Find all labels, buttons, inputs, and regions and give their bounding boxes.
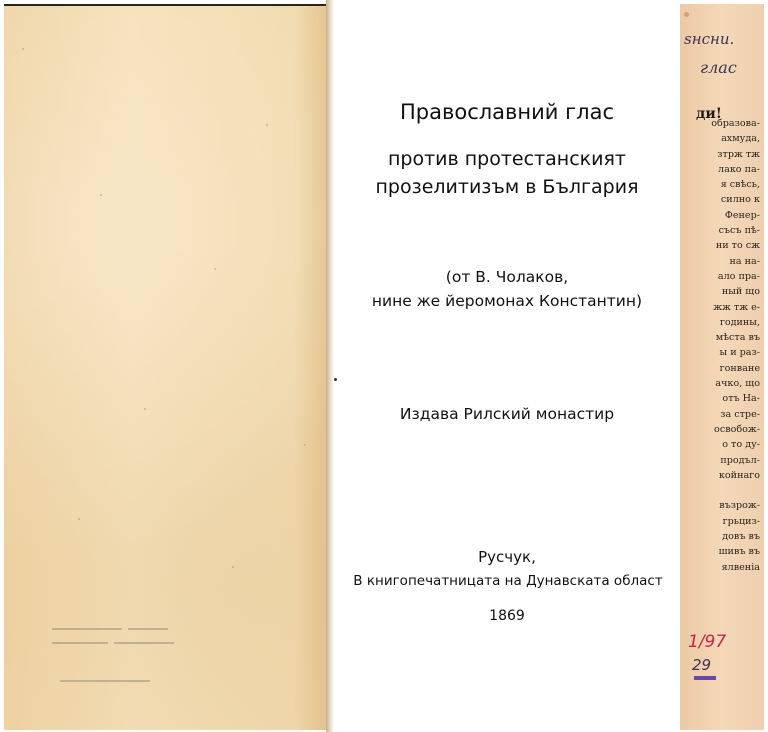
- clipping-line: възрож-: [719, 500, 760, 512]
- clipping-line: годины,: [719, 316, 760, 328]
- clipping-line: шивъ въ: [718, 546, 760, 558]
- clipping-line: отъ На-: [722, 393, 760, 405]
- publication-year: 1869: [489, 608, 525, 624]
- book-subtitle-line1: против протестанският: [388, 148, 626, 170]
- ink-mark: [694, 676, 716, 680]
- newspaper-clipping: [680, 4, 764, 730]
- clipping-line: освобож-: [714, 423, 760, 435]
- clipping-line: гонване: [719, 362, 760, 374]
- author-line1: (от В. Чолаков,: [445, 268, 569, 286]
- clipping-line: о то ду-: [722, 439, 760, 451]
- clipping-line: ялвеніа: [721, 561, 760, 573]
- page-gutter: [326, 0, 334, 732]
- clipping-line: [680, 483, 760, 498]
- clipping-line: за стре-: [720, 408, 760, 420]
- clipping-line: я свѣсь,: [720, 179, 760, 191]
- ink-blot: [684, 12, 689, 17]
- clipping-line: жж тж е-: [713, 301, 760, 313]
- clipping-line: ный що: [721, 286, 760, 298]
- clipping-headline: ди!: [696, 106, 722, 122]
- clipping-line: лако па-: [718, 163, 760, 175]
- inventory-number-secondary: 29: [692, 656, 712, 674]
- clipping-line: Фенер-: [724, 209, 760, 221]
- clipping-line: ачко, що: [715, 378, 760, 390]
- handwritten-note-top: ѕнсни.: [684, 30, 735, 48]
- clipping-line: зтрж тж: [717, 148, 760, 160]
- clipping-line: мѣста въ: [715, 332, 760, 344]
- publication-city: Русчук,: [478, 548, 536, 566]
- book-title: Православний глас: [400, 100, 614, 124]
- clipping-line: продъл-: [720, 454, 760, 466]
- handwritten-note-second: глас: [700, 58, 737, 77]
- inventory-number: 1/97: [688, 632, 727, 652]
- clipping-line: довъ въ: [722, 531, 760, 543]
- clipping-text-column: [680, 116, 764, 575]
- left-blank-page: [4, 6, 326, 730]
- ink-dot: [334, 378, 337, 381]
- clipping-line: образова-: [711, 118, 760, 129]
- clipping-line: койнаго: [718, 469, 760, 481]
- publisher: Издава Рилский монастир: [399, 405, 615, 423]
- clipping-line: ало пра-: [717, 270, 760, 282]
- printing-house: В книгопечатницата на Дунавската област: [353, 573, 663, 589]
- clipping-line: ы и раз-: [719, 347, 760, 359]
- clipping-line: ни то сж: [715, 240, 760, 252]
- book-subtitle-line2: прозелитизъм в България: [375, 176, 639, 198]
- clipping-line: грьциз-: [722, 515, 760, 527]
- clipping-line: съсъ пѣ-: [718, 225, 760, 237]
- clipping-line: на на-: [729, 255, 760, 267]
- clipping-line: силно к: [720, 194, 760, 206]
- author-line2: нине же йеромонах Константин): [371, 292, 643, 310]
- title-page: [334, 0, 680, 732]
- faded-library-stamp: [52, 620, 182, 690]
- clipping-line: ахмуда,: [721, 133, 760, 145]
